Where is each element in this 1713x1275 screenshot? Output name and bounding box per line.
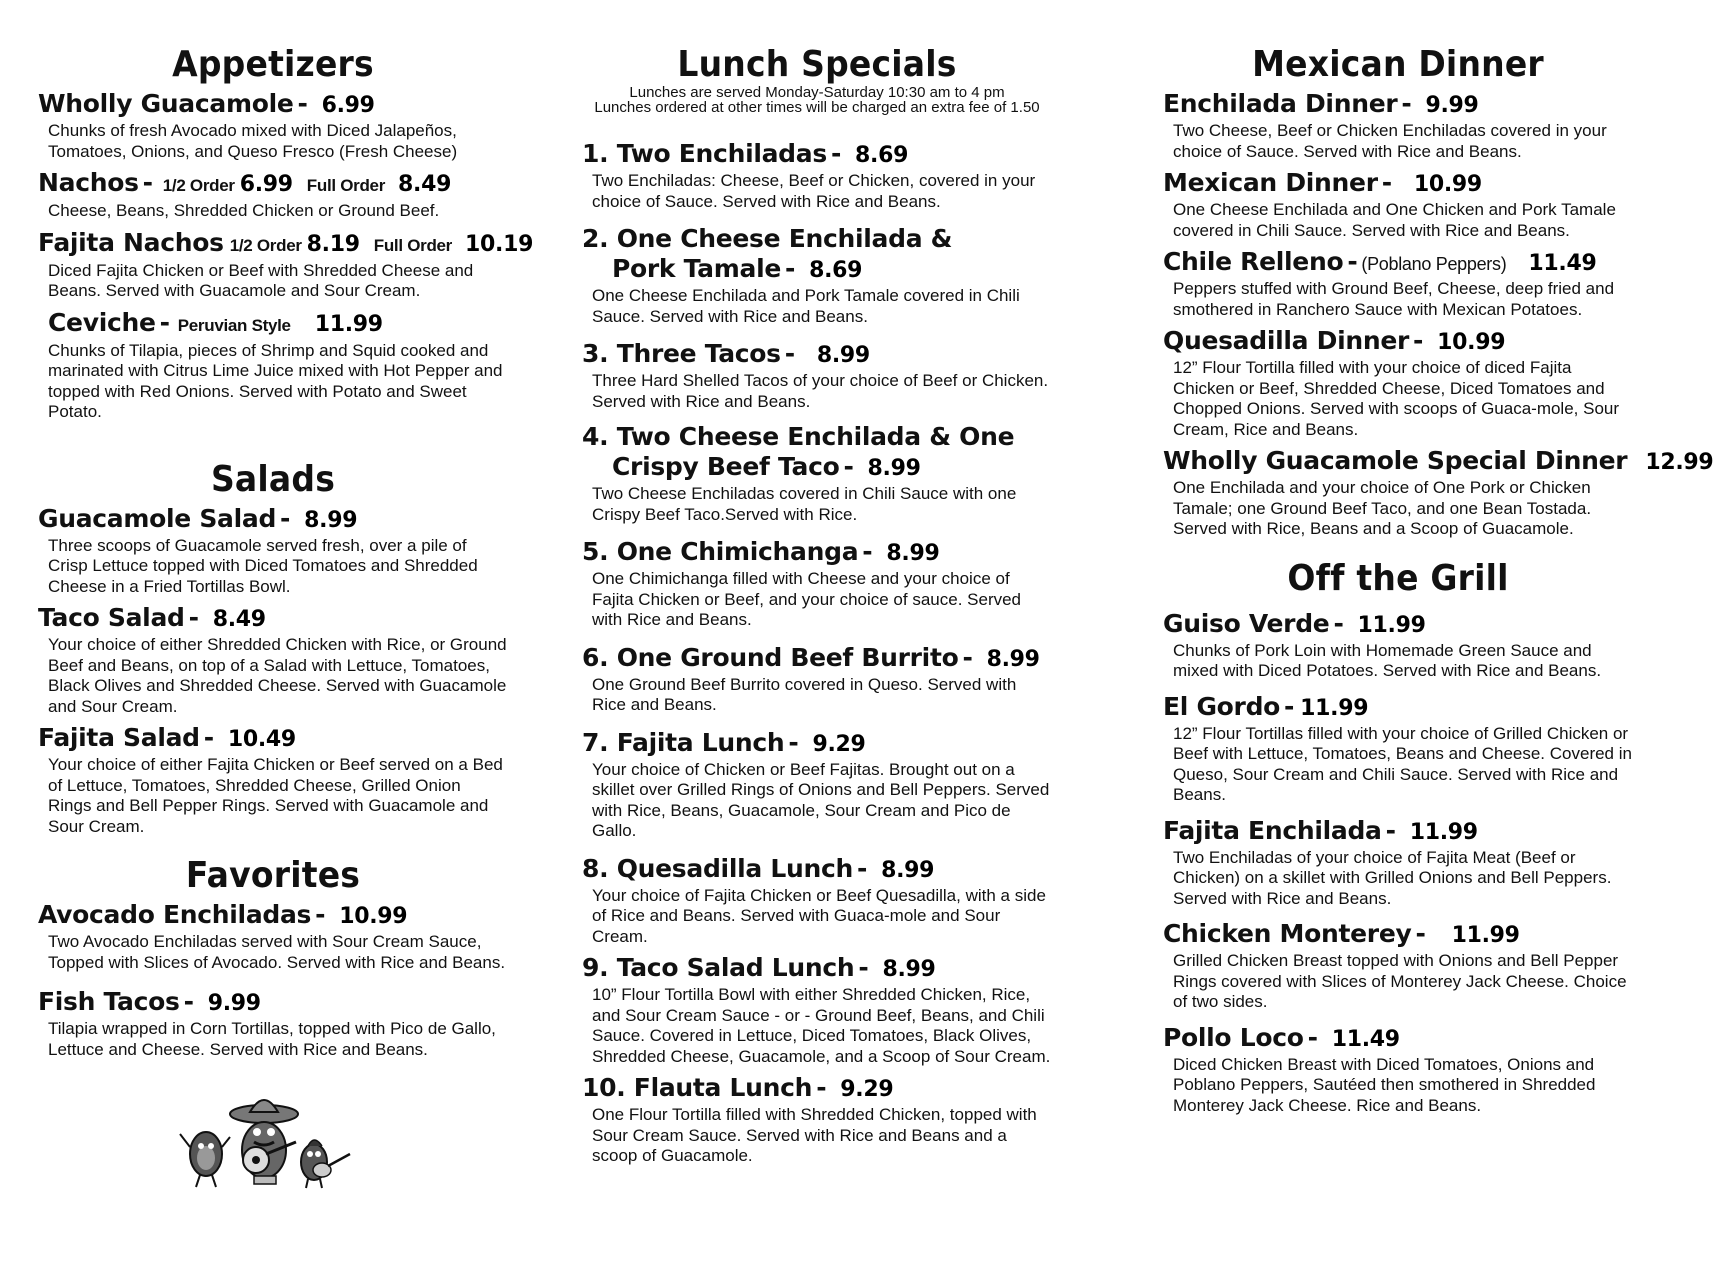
item-description: Two Avocado Enchiladas served with Sour Cream Sauce, Topped with Slices of Avocado. Served with Rice and Beans. — [48, 932, 506, 972]
item-name: 3. Three Tacos — [582, 339, 781, 368]
item-name: Fajita Nachos — [38, 227, 224, 257]
full-order-price: 8.49 — [398, 172, 452, 197]
menu-item-ceviche: Ceviche - Peruvian Style 11.99 Chunks of Tilapia, pieces of Shrimp and Squid cooked and marinated with Citrus Lime Juice mixed with Hot Pepper and topped with Red Onions. Served with Potato and Sweet Potato. — [38, 308, 508, 423]
lunch-item-3: 3. Three Tacos - 8.99 Three Hard Shelled Tacos of your choice of Beef or Chicken. Served with Rice and Beans. — [582, 339, 1052, 412]
right-column — [1163, 42, 1713, 1116]
menu-item-wholly-guacamole: Wholly Guacamole - 6.99 Chunks of fresh Avocado mixed with Diced Jalapeños, Tomatoes, Onions, and Queso Fresco (Fresh Cheese) — [38, 89, 508, 162]
menu-item-fajita-salad: Fajita Salad - 10.49 Your choice of either Fajita Chicken or Beef served on a Bed of Lettuce, Tomatoes, Shredded Cheese, Grilled Onion Rings and Bell Pepper Rings. Served with Guacamole and Sour Cream. — [38, 723, 508, 837]
lunch-item-6: 6. One Ground Beef Burrito - 8.99 One Ground Beef Burrito covered in Queso. Served with Rice and Beans. — [582, 643, 1052, 716]
item-description: Your choice of either Fajita Chicken or Beef served on a Bed of Lettuce, Tomatoes, Shredded Cheese, Grilled Onion Rings and Bell Pepper Rings. Served with Guacamole and Sour Cream. — [48, 755, 503, 836]
item-description: Chunks of fresh Avocado mixed with Diced Jalapeños, Tomatoes, Onions, and Queso Fresco (Fresh Cheese) — [48, 121, 458, 161]
item-price: 11.49 — [1528, 251, 1597, 276]
item-price: 9.99 — [207, 991, 261, 1016]
item-style: Peruvian Style — [177, 315, 291, 335]
item-description: 10” Flour Tortilla Bowl with either Shredded Chicken, Rice, and Sour Cream Sauce - or - Ground Beef, Beans, and Chili Sauce. Covered in Lettuce, Diced Tomatoes, Black Olives, Shredded Cheese, Guacamole, and a Scoop of Sour Cream. — [592, 985, 1051, 1066]
item-name: Quesadilla Dinner — [1163, 326, 1410, 355]
dinner-item-special-dinner — [1163, 446, 1713, 540]
half-order-price: 6.99 — [239, 172, 293, 197]
item-description: Diced Chicken Breast with Diced Tomatoes, Onions and Poblano Peppers, Sautéed then smothered in Shredded Monterey Jack Cheese. Rice and Beans. — [1173, 1054, 1596, 1115]
item-price: 11.99 — [1357, 612, 1426, 638]
item-price: 10.99 — [339, 904, 408, 929]
dinner-item-quesadilla-dinner: Quesadilla Dinner - 10.99 12” Flour Tortilla filled with your choice of diced Fajita Chicken or Beef, Shredded Cheese, Diced Tomatoes and Chopped Onions. Served with scoops of Guaca-mole, Sour Cream, Rice and Beans. — [1163, 326, 1633, 440]
item-price: 8.99 — [867, 456, 921, 481]
item-name: Guiso Verde — [1163, 608, 1330, 638]
dinner-item-enchilada-dinner: Enchilada Dinner - 9.99 Two Cheese, Beef or Chicken Enchiladas covered in your choice of Sauce. Served with Rice and Beans. — [1163, 89, 1633, 162]
item-price: 12.99 — [1645, 450, 1713, 475]
item-description: Three scoops of Guacamole served fresh, over a pile of Crisp Lettuce topped with Diced Tomatoes and Shredded Cheese in a Fried Tortillas Bowl. — [48, 535, 478, 596]
item-description: Your choice of Chicken or Beef Fajitas. Brought out on a skillet over Grilled Rings of Onions and Bell Peppers. Served with Rice, Beans, Guacamole, Sour Cream and Pico de Gallo. — [592, 759, 1050, 840]
menu-item-avocado-enchiladas: Avocado Enchiladas - 10.99 Two Avocado Enchiladas served with Sour Cream Sauce, Topped with Slices of Avocado. Served with Rice and Beans. — [38, 900, 508, 973]
salads-title: Salads — [210, 456, 336, 500]
mariachi-mascots-icon — [176, 1092, 356, 1192]
lunch-hours-note: Lunches are served Monday-Saturday 10:30 am to 4 pm — [629, 84, 1005, 101]
item-price: 8.69 — [855, 143, 909, 168]
dinner-item-mexican-dinner: Mexican Dinner - 10.99 One Cheese Enchilada and One Chicken and Pork Tamale covered in Chili Sauce. Served with Rice and Beans. — [1163, 168, 1633, 241]
item-price: 10.49 — [227, 727, 296, 752]
item-name: Chicken Monterey — [1163, 919, 1412, 948]
middle-column — [582, 44, 1052, 1167]
full-order-label: Full Order — [373, 235, 452, 255]
item-description: Cheese, Beans, Shredded Chicken or Ground Beef. — [48, 201, 440, 220]
grill-item-pollo-loco: Pollo Loco - 11.49 Diced Chicken Breast with Diced Tomatoes, Onions and Poblano Peppers, Sautéed then smothered in Shredded Monterey Jack Cheese. Rice and Beans. — [1163, 1023, 1633, 1117]
item-name: 10. Flauta Lunch — [582, 1073, 813, 1102]
item-description: 12” Flour Tortilla filled with your choice of diced Fajita Chicken or Beef, Shredded Cheese, Diced Tomatoes and Chopped Onions. Served with scoops of Guaca-mole, Sour Cream, Rice and Beans. — [1173, 358, 1620, 439]
item-description: Diced Fajita Chicken or Beef with Shredded Cheese and Beans. Served with Guacamole and Sour Cream. — [48, 260, 474, 300]
item-description: Your choice of Fajita Chicken or Beef Quesadilla, with a side of Rice and Beans. Served with Guaca-mole and Sour Cream. — [592, 885, 1046, 946]
item-description: One Flour Tortilla filled with Shredded Chicken, topped with Sour Cream Sauce. Served with Rice and Beans and a scoop of Guacamole. — [592, 1105, 1037, 1165]
item-name: El Gordo — [1163, 691, 1281, 721]
item-description: Three Hard Shelled Tacos of your choice of Beef or Chicken. Served with Rice and Beans. — [592, 371, 1049, 411]
appetizers-title: Appetizers — [172, 42, 374, 85]
half-order-label: 1/2 Order — [162, 176, 235, 195]
lunch-item-4: 4. Two Cheese Enchilada & One Crispy Beef Taco - 8.99 Two Cheese Enchiladas covered in Chili Sauce with one Crispy Beef Taco.Served with Rice. — [582, 422, 1052, 525]
lunch-item-2: 2. One Cheese Enchilada & Pork Tamale - 8.69 One Cheese Enchilada and Pork Tamale covered in Chili Sauce. Served with Rice and Beans. — [582, 224, 1052, 327]
grill-item-chicken-monterey: Chicken Monterey - 11.99 Grilled Chicken Breast topped with Onions and Bell Pepper Rings covered with Slices of Monterey Jack Cheese. Choice of two sides. — [1163, 919, 1633, 1013]
item-name: Fish Tacos — [38, 987, 180, 1016]
grill-item-fajita-enchilada: Fajita Enchilada - 11.99 Two Enchiladas of your choice of Fajita Meat (Beef or Chicken) on a skillet with Grilled Onions and Bell Peppers. Served with Rice and Beans. — [1163, 816, 1633, 910]
item-description: Grilled Chicken Breast topped with Onions and Bell Pepper Rings covered with Slices of Monterey Jack Cheese. Choice of two sides. — [1173, 951, 1627, 1011]
item-price: 8.99 — [986, 646, 1040, 672]
item-name: 6. One Ground Beef Burrito — [582, 642, 959, 672]
full-order-price: 10.19 — [465, 231, 534, 257]
lunch-fee-note: Lunches ordered at other times will be charged an extra fee of 1.50 — [594, 99, 1040, 116]
item-price: 8.99 — [881, 857, 935, 883]
item-description: Chunks of Tilapia, pieces of Shrimp and Squid cooked and marinated with Citrus Lime Juice mixed with Hot Pepper and topped with Red Onions. Served with Potato and Sweet Potato. — [48, 340, 503, 421]
item-description: One Enchilada and your choice of One Pork or Chicken Tamale; one Ground Beef Taco, and one Bean Tostada. Served with Rice, Beans and a Scoop of Guacamole. — [1173, 478, 1592, 538]
menu-item-fish-tacos: Fish Tacos - 9.99 Tilapia wrapped in Corn Tortillas, topped with Pico de Gallo, Lettuce and Cheese. Served with Rice and Beans. — [38, 987, 508, 1060]
grill-item-guiso-verde: Guiso Verde - 11.99 Chunks of Pork Loin with Homemade Green Sauce and mixed with Diced Potatoes. Served with Rice and Beans. — [1163, 609, 1633, 682]
item-name: 4. Two Cheese Enchilada & One — [582, 422, 1015, 451]
item-description: Your choice of either Shredded Chicken with Rice, or Ground Beef and Beans, on top of a Salad with Lettuce, Tomatoes, Black Olives and Shredded Cheese. Served with Guacamole and Sour Cream. — [48, 635, 507, 716]
item-name-line2: Crispy Beef Taco — [612, 452, 840, 481]
item-description: One Chimichanga filled with Cheese and your choice of Fajita Chicken or Beef, and your choice of sauce. Served with Rice and Beans. — [592, 569, 1022, 629]
item-name: Avocado Enchiladas — [38, 900, 312, 929]
item-description: One Ground Beef Burrito covered in Queso. Served with Rice and Beans. — [592, 674, 1017, 714]
grill-item-el-gordo: El Gordo - 11.99 12” Flour Tortillas filled with your choice of Grilled Chicken or Beef with Lettuce, Tomatoes, Beans and Cheese. Covered in Queso, Sour Cream and Chili Sauce. Served with Rice and Beans. — [1163, 691, 1632, 804]
item-price: 9.29 — [812, 731, 866, 757]
item-price: 8.99 — [882, 957, 936, 982]
item-price: 10.99 — [1437, 330, 1506, 355]
lunch-item-8: 8. Quesadilla Lunch - 8.99 Your choice of Fajita Chicken or Beef Quesadilla, with a side of Rice and Beans. Served with Guaca-mole and Sour Cream. — [582, 854, 1052, 948]
item-description: One Cheese Enchilada and One Chicken and Pork Tamale covered in Chili Sauce. Served with Rice and Beans. — [1173, 200, 1616, 240]
lunch-item-10: 10. Flauta Lunch - 9.29 One Flour Tortilla filled with Shredded Chicken, topped with Sour Cream Sauce. Served with Rice and Beans and a scoop of Guacamole. — [582, 1073, 1052, 1167]
item-name: 7. Fajita Lunch — [582, 727, 785, 757]
item-price: 9.99 — [1425, 93, 1479, 118]
menu-item-nachos: Nachos - 1/2 Order 6.99 Full Order 8.49 Cheese, Beans, Shredded Chicken or Ground Beef. — [38, 168, 508, 222]
item-name: 2. One Cheese Enchilada & — [582, 224, 953, 253]
item-name: Taco Salad — [38, 603, 185, 632]
half-order-label: 1/2 Order — [229, 235, 302, 255]
item-name: 1. Two Enchiladas — [582, 139, 827, 168]
lunch-specials-title: Lunch Specials — [677, 42, 957, 85]
item-name: 8. Quesadilla Lunch — [582, 853, 853, 883]
lunch-item-5: 5. One Chimichanga - 8.99 One Chimichanga filled with Cheese and your choice of Fajita Chicken or Beef, and your choice of sauce. Served with Rice and Beans. — [582, 537, 1052, 631]
favorites-title: Favorites — [185, 853, 361, 896]
item-description: Peppers stuffed with Ground Beef, Cheese, deep fried and smothered in Ranchero Sauce with Mexican Potatoes. — [1173, 279, 1615, 319]
item-name: Fajita Salad — [38, 723, 200, 752]
item-description: Two Enchiladas: Cheese, Beef or Chicken, covered in your choice of Sauce. Served with Rice and Beans. — [592, 171, 1036, 211]
mexican-dinner-title: Mexican Dinner — [1252, 42, 1544, 85]
item-name: Pollo Loco — [1163, 1022, 1304, 1052]
item-description: Two Cheese Enchiladas covered in Chili Sauce with one Crispy Beef Taco.Served with Rice. — [592, 484, 1017, 524]
lunch-item-7: 7. Fajita Lunch - 9.29 Your choice of Chicken or Beef Fajitas. Brought out on a skillet over Grilled Rings of Onions and Bell Peppers. Served with Rice, Beans, Guacamole, Sour Cream and Pico de Gallo. — [582, 728, 1052, 842]
menu-item-taco-salad: Taco Salad - 8.49 Your choice of either Shredded Chicken with Rice, or Ground Beef and Beans, on top of a Salad with Lettuce, Tomatoes, Black Olives and Shredded Cheese. Served with Guacamole and Sour Cream. — [38, 603, 507, 716]
dinner-item-chile-relleno: Chile Relleno - (Poblano Peppers) 11.49 Peppers stuffed with Ground Beef, Cheese, deep fried and smothered in Ranchero Sauce with Mexican Potatoes. — [1163, 247, 1633, 320]
lunch-item-1: 1. Two Enchiladas - 8.69 Two Enchiladas: Cheese, Beef or Chicken, covered in your choice of Sauce. Served with Rice and Beans. — [582, 139, 1052, 212]
item-name-line2: Pork Tamale — [612, 254, 782, 283]
menu-item-guacamole-salad: Guacamole Salad - 8.99 Three scoops of Guacamole served fresh, over a pile of Crisp Lettuce topped with Diced Tomatoes and Shredded Cheese in a Fried Tortillas Bowl. — [38, 504, 508, 598]
item-price: 11.99 — [314, 311, 383, 337]
item-price: 8.99 — [304, 507, 358, 533]
lunch-item-9: 9. Taco Salad Lunch - 8.99 10” Flour Tortilla Bowl with either Shredded Chicken, Rice, and Sour Cream Sauce - or - Ground Beef, Beans, and Chili Sauce. Covered in Lettuce, Diced Tomatoes, Black Olives, Shredded Cheese, Guacamole, and a Scoop of Sour Cream. — [582, 953, 1051, 1066]
off-the-grill-title: Off the Grill — [1287, 555, 1509, 599]
item-price: 10.99 — [1413, 172, 1482, 197]
item-name: Wholly Guacamole Special Dinner — [1163, 446, 1628, 475]
item-price: 11.49 — [1331, 1026, 1400, 1052]
item-name: Nachos — [38, 168, 139, 197]
item-subtitle: (Poblano Peppers) — [1361, 254, 1507, 274]
item-price: 8.49 — [212, 607, 266, 632]
menu-item-fajita-nachos — [38, 227, 534, 302]
item-name: Ceviche — [48, 307, 156, 337]
item-price: 11.99 — [1409, 819, 1478, 845]
full-order-label: Full Order — [306, 176, 386, 195]
item-name: Fajita Enchilada — [1163, 815, 1382, 845]
item-price: 8.99 — [886, 541, 940, 566]
left-column — [38, 42, 534, 1060]
item-price: 11.99 — [1451, 923, 1520, 948]
item-description: Two Cheese, Beef or Chicken Enchiladas covered in your choice of Sauce. Served with Rice and Beans. — [1173, 121, 1607, 161]
item-description: Chunks of Pork Loin with Homemade Green Sauce and mixed with Diced Potatoes. Served with Rice and Beans. — [1173, 640, 1602, 680]
item-price: 11.99 — [1300, 695, 1369, 721]
item-description: Two Enchiladas of your choice of Fajita Meat (Beef or Chicken) on a skillet with Grilled Onions and Bell Peppers. Served with Rice and Beans. — [1173, 847, 1612, 908]
item-name: Guacamole Salad — [38, 503, 277, 533]
half-order-price: 8.19 — [306, 231, 360, 257]
item-name: Mexican Dinner — [1163, 168, 1378, 197]
item-name: Wholly Guacamole — [38, 89, 294, 118]
item-price: 8.69 — [809, 258, 863, 283]
item-name: Chile Relleno — [1163, 247, 1344, 276]
item-description: Tilapia wrapped in Corn Tortillas, topped with Pico de Gallo, Lettuce and Cheese. Served with Rice and Beans. — [48, 1019, 496, 1059]
item-price: 6.99 — [321, 93, 375, 118]
item-price: 9.29 — [840, 1077, 894, 1102]
item-name: 9. Taco Salad Lunch — [582, 953, 855, 982]
item-description: 12” Flour Tortillas filled with your choice of Grilled Chicken or Beef with Lettuce, Tomatoes, Beans and Cheese. Covered in Queso, Sour Cream and Chili Sauce. Served with Rice and Beans. — [1173, 723, 1632, 804]
item-name: 5. One Chimichanga — [582, 537, 859, 566]
item-description: One Cheese Enchilada and Pork Tamale covered in Chili Sauce. Served with Rice and Beans. — [592, 286, 1020, 326]
item-name: Enchilada Dinner — [1163, 89, 1398, 118]
item-price: 8.99 — [816, 343, 870, 368]
